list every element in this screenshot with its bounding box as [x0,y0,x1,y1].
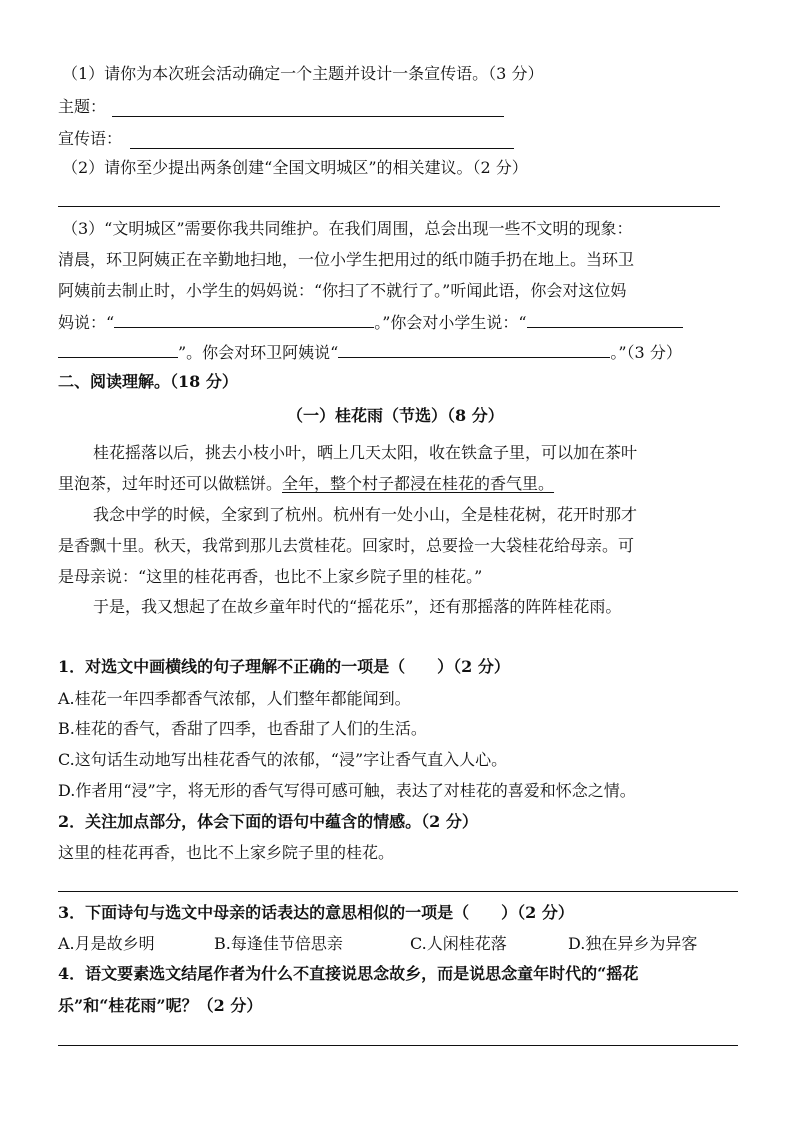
reply-to-student-blank-cont[interactable] [58,341,178,358]
reply-mother-prefix: 妈说：“ [58,313,115,332]
question-3-line: （3）“文明城区”需要你我共同维护。在我们周围，总会出现一些不文明的现象： [62,219,633,238]
question-2-stem: 2．关注加点部分，体会下面的语句中蕴含的情感。（2 分） [58,812,478,831]
section-heading: 二、阅读理解。（18 分） [58,372,238,391]
option-d[interactable]: D.作者用“浸”字，将无形的香气写得可感可触，表达了对桂花的喜爱和怀念之情。 [58,781,636,800]
option-a[interactable]: A.月是故乡明 [58,934,155,953]
option-b[interactable]: B.每逢佳节倍思亲 [214,934,343,953]
question-3-line [58,311,683,334]
option-c[interactable]: C.这句话生动地写出桂花香气的浓郁，“浸”字让香气直入人心。 [58,750,508,769]
question-1-prompt: （1）请你为本次班会活动确定一个主题并设计一条宣传语。（3 分） [62,64,544,83]
option-d[interactable]: D.独在异乡为异客 [568,934,698,953]
theme-answer-line[interactable] [112,116,504,117]
option-b[interactable]: B.桂花的香气，香甜了四季，也香甜了人们的生活。 [58,719,427,738]
passage-line: 我念中学的时候，全家到了杭州。杭州有一处小山，全是桂花树，花开时那才 [93,505,638,524]
reply-to-mother-blank[interactable] [114,311,374,328]
question-4-stem: 4．语文要素选文结尾作者为什么不直接说思念故乡，而是说思念童年时代的“摇花 [58,964,639,983]
passage-line: 是香飘十里。秋天，我常到那儿去赏桂花。回家时，总要捡一大袋桂花给母亲。可 [58,536,635,555]
question-3-stem: 3．下面诗句与选文中母亲的话表达的意思相似的一项是（ ）（2 分） [58,903,574,922]
question-3-line [58,341,682,364]
reply-to-student-blank[interactable] [527,311,683,328]
passage-text: 里泡茶，过年时还可以做糕饼。 [58,474,283,493]
theme-label: 主题： [58,97,107,116]
underlined-sentence: 全年，整个村子都浸在桂花的香气里。 [282,474,555,493]
passage-line [58,473,554,495]
suggestion-answer-line[interactable] [58,206,720,207]
question-3-options [0,933,794,955]
reply-cleaner-prefix: ”。你会对环卫阿姨说“ [178,343,339,362]
reply-cleaner-suffix: 。”（3 分） [610,343,682,362]
question-1-stem: 1．对选文中画横线的句子理解不正确的一项是（ ）（2 分） [58,657,510,676]
reply-to-cleaner-blank[interactable] [338,341,610,358]
reply-student-prefix: 。”你会对小学生说：“ [374,313,527,332]
passage-line: 是母亲说：“这里的桂花再香，也比不上家乡院子里的桂花。” [58,567,483,586]
question-2-prompt: （2）请你至少提出两条创建“全国文明城区”的相关建议。（2 分） [62,158,528,177]
question-2-sentence: 这里的桂花再香，也比不上家乡院子里的桂花。 [58,843,395,862]
option-c[interactable]: C.人闲桂花落 [410,934,507,953]
passage-line: 于是，我又想起了在故乡童年时代的“摇花乐”，还有那摇落的阵阵桂花雨。 [93,597,622,616]
option-a[interactable]: A.桂花一年四季都香气浓郁，人们整年都能闻到。 [58,689,411,708]
question-2-answer-line[interactable] [58,891,738,892]
passage-title: （一）桂花雨（节选）（8 分） [287,406,504,425]
question-3-line: 清晨，环卫阿姨正在辛勤地扫地，一位小学生把用过的纸巾随手扔在地上。当环卫 [58,250,635,269]
slogan-answer-line[interactable] [130,148,514,149]
slogan-label: 宣传语： [58,129,123,148]
question-4-stem-cont: 乐”和“桂花雨”呢？（2 分） [58,996,263,1015]
question-4-answer-line[interactable] [58,1045,738,1046]
question-3-line: 阿姨前去制止时，小学生的妈妈说：“你扫了不就行了。”听闻此语，你会对这位妈 [58,281,627,300]
passage-line: 桂花摇落以后，挑去小枝小叶，晒上几天太阳，收在铁盒子里，可以加在茶叶 [93,443,638,462]
